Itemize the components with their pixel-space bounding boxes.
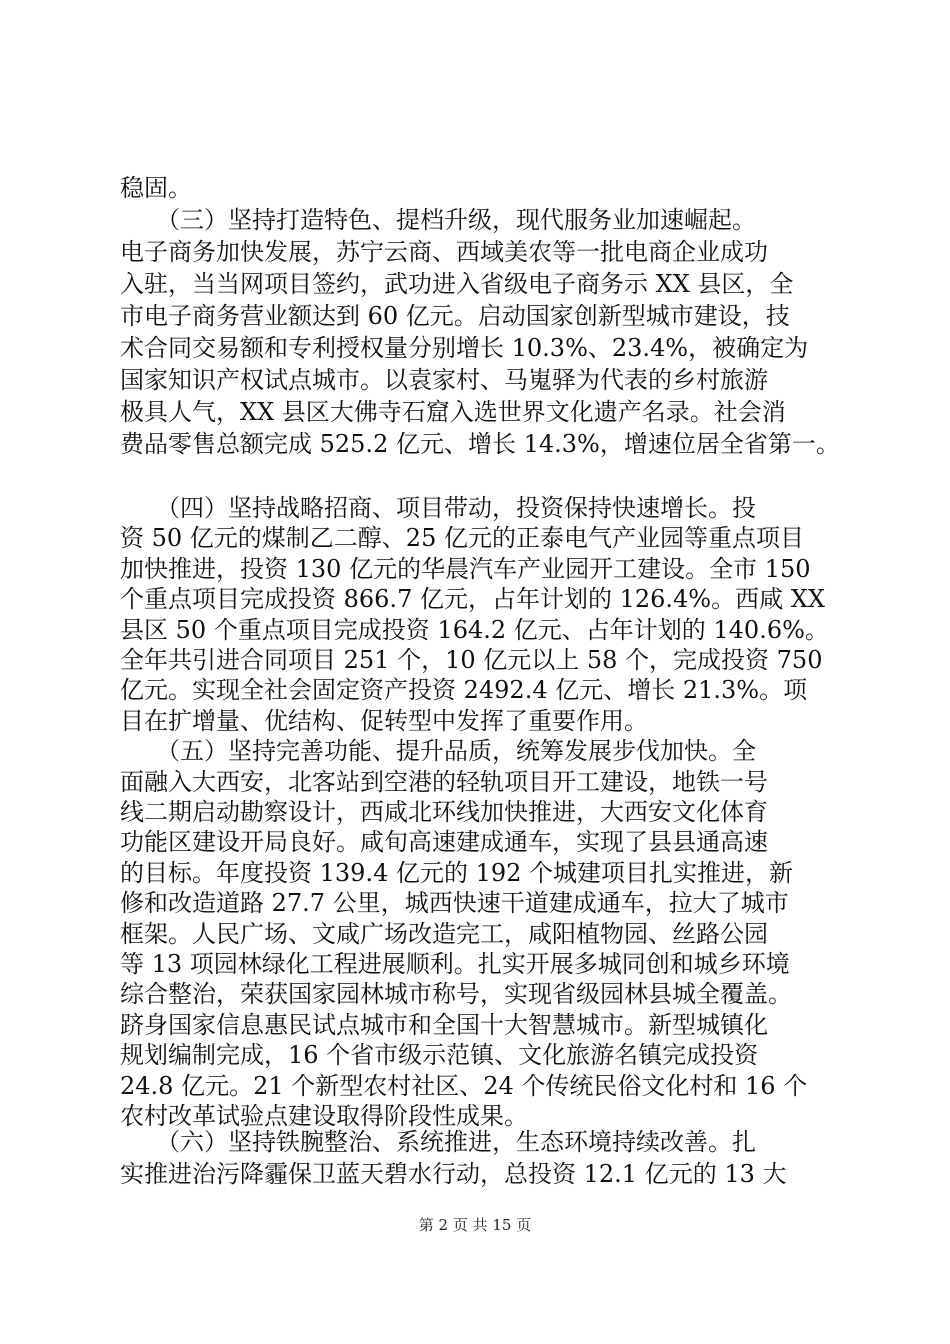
text-line: 费品零售总额完成 525.2 亿元、增长 14.3%，增速位居全省第一。 xyxy=(120,430,840,458)
text-line: 稳固。 xyxy=(120,174,192,202)
text-line: 功能区建设开局良好。咸旬高速建成通车，实现了县县通高速 xyxy=(120,828,768,857)
page-number-footer: 第 2 页 共 15 页 xyxy=(418,1216,532,1234)
text-line: 县区 50 个重点项目完成投资 164.2 亿元、占年计划的 140.6%。 xyxy=(120,615,829,644)
text-line: 24.8 亿元。21 个新型农村社区、24 个传统民俗文化村和 16 个 xyxy=(120,1071,808,1100)
text-line: 加快推进，投资 130 亿元的华晨汽车产业园开工建设。全市 150 xyxy=(120,554,811,583)
text-line: 国家知识产权试点城市。以袁家村、马嵬驿为代表的乡村旅游 xyxy=(120,366,768,394)
text-line: 亿元。实现全社会固定资产投资 2492.4 亿元、增长 21.3%。项 xyxy=(120,676,808,705)
text-line: 市电子商务营业额达到 60 亿元。启动国家创新型城市建设，技 xyxy=(120,302,790,330)
text-line: （三）坚持打造特色、提档升级，现代服务业加速崛起。 xyxy=(120,206,756,234)
text-line: 的目标。年度投资 139.4 亿元的 192 个城建项目扎实推进，新 xyxy=(120,858,794,887)
text-line: 农村改革试验点建设取得阶段性成果。 xyxy=(120,1102,528,1130)
text-line: 修和改造道路 27.7 公里，城西快速干道建成通车，拉大了城市 xyxy=(120,889,789,918)
text-line: 综合整治，荣获国家园林城市称号，实现省级园林县城全覆盖。 xyxy=(120,980,792,1009)
text-line: 全年共引进合同项目 251 个，10 亿元以上 58 个，完成投资 750 xyxy=(120,646,823,674)
text-line: 线二期启动勘察设计，西咸北环线加快推进，大西安文化体育 xyxy=(120,798,768,826)
text-line: 入驻，当当网项目签约，武功进入省级电子商务示 XX 县区，全 xyxy=(120,270,794,298)
text-line: 资 50 亿元的煤制乙二醇、25 亿元的正泰电气产业园等重点项目 xyxy=(120,524,804,553)
text-line: （五）坚持完善功能、提升品质，统筹发展步伐加快。全 xyxy=(120,737,756,766)
text-line: 目在扩增量、优结构、促转型中发挥了重要作用。 xyxy=(120,706,648,735)
text-line: 电子商务加快发展，苏宁云商、西域美农等一批电商企业成功 xyxy=(120,238,768,266)
text-line: （六）坚持铁腕整治、系统推进，生态环境持续改善。扎 xyxy=(120,1128,756,1156)
text-line: 面融入大西安，北客站到空港的轻轨项目开工建设，地铁一号 xyxy=(120,767,768,796)
text-line: 规划编制完成，16 个省市级示范镇、文化旅游名镇完成投资 xyxy=(120,1041,759,1070)
text-line: 极具人气，XX 县区大佛寺石窟入选世界文化遗产名录。社会消 xyxy=(120,398,786,426)
text-line: 等 13 项园林绿化工程进展顺利。扎实开展多城同创和城乡环境 xyxy=(120,950,790,978)
text-line: 框架。人民广场、文咸广场改造完工，咸阳植物园、丝路公园 xyxy=(120,919,768,948)
text-line: （四）坚持战略招商、项目带动，投资保持快速增长。投 xyxy=(120,494,756,522)
text-line: 个重点项目完成投资 866.7 亿元，占年计划的 126.4%。西咸 XX xyxy=(120,585,825,614)
text-line: 跻身国家信息惠民试点城市和全国十大智慧城市。新型城镇化 xyxy=(120,1010,768,1039)
text-line: 实推进治污降霾保卫蓝天碧水行动，总投资 12.1 亿元的 13 大 xyxy=(120,1160,787,1188)
text-line: 术合同交易额和专利授权量分别增长 10.3%、23.4%，被确定为 xyxy=(120,334,809,362)
